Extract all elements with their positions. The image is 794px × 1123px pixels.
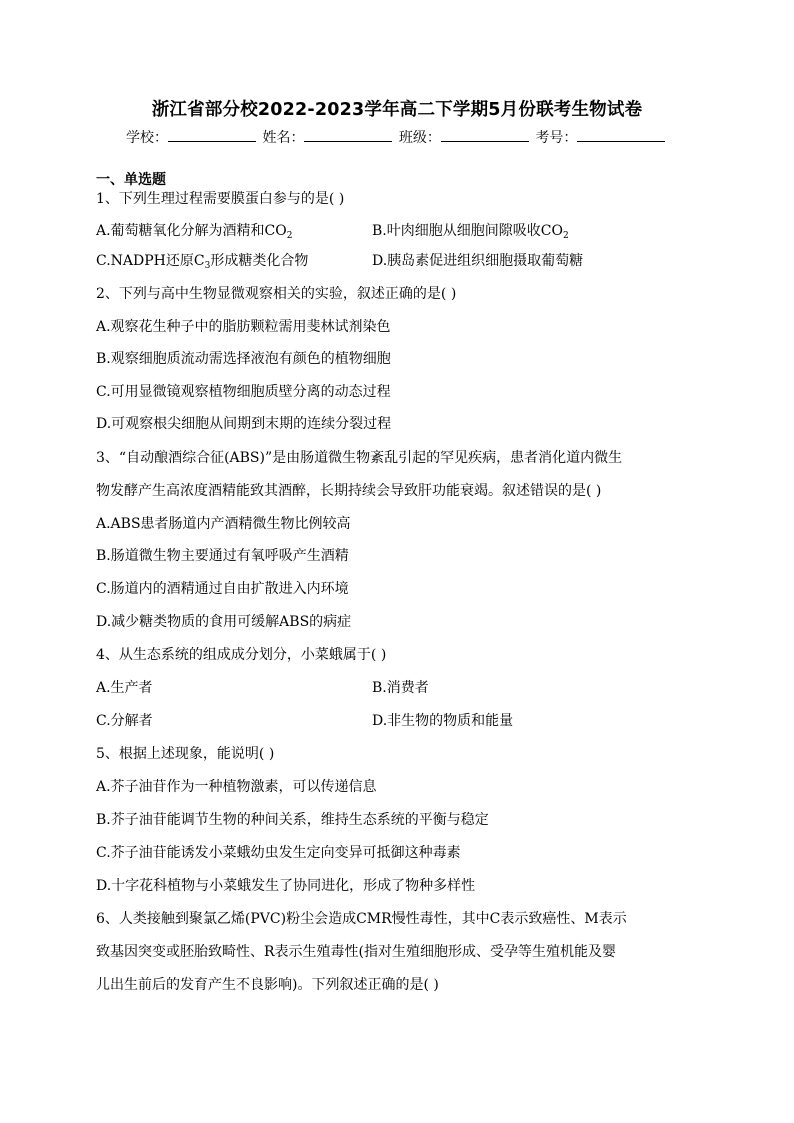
- question-5-option-b: B.芥子油苷能调节生物的种间关系，维持生态系统的平衡与稳定: [96, 812, 489, 828]
- question-1-option-b: B.叶肉细胞从细胞间隙吸收$CO_2$: [372, 223, 569, 241]
- student-info-line: [126, 127, 667, 147]
- school-label: 学校：: [126, 130, 168, 146]
- question-3-option-a: A.ABS患者肠道内产酒精微生物比例较高: [96, 516, 351, 532]
- question-4-option-a: A.生产者: [96, 680, 153, 696]
- question-2-option-d: D.可观察根尖细胞从间期到末期的连续分裂过程: [96, 416, 392, 432]
- question-2-option-b: B.观察细胞质流动需选择液泡有颜色的植物细胞: [96, 351, 391, 367]
- question-2-option-a: A.观察花生种子中的脂肪颗粒需用斐林试剂染色: [96, 319, 391, 335]
- question-3-stem-line-1: 3、“自动酿酒综合征(ABS)”是由肠道微生物紊乱引起的罕见疾病，患者消化道内微生: [96, 450, 623, 466]
- question-3-option-b: B.肠道微生物主要通过有氧呼吸产生酒精: [96, 548, 349, 564]
- question-1-option-a: A.葡萄糖氧化分解为酒精和$CO_2$: [96, 223, 293, 241]
- class-label: 班级：: [398, 130, 441, 146]
- name-label: 姓名：: [262, 130, 305, 146]
- question-3-option-d: D.减少糖类物质的食用可缓解ABS的病症: [96, 614, 352, 630]
- question-2-stem: 2、下列与高中生物显微观察相关的实验，叙述正确的是( ): [96, 286, 457, 302]
- name-blank[interactable]: [304, 127, 392, 142]
- question-4-stem: 4、从生态系统的组成成分划分，小菜蛾属于( ): [96, 647, 387, 663]
- question-1-option-c: C.NADPH还原$C_3$形成糖类化合物: [96, 253, 309, 271]
- question-5-option-a: A.芥子油苷作为一种植物激素，可以传递信息: [96, 779, 377, 795]
- question-4-option-d: D.非生物的物质和能量: [372, 713, 514, 729]
- school-blank[interactable]: [168, 127, 256, 142]
- question-5-option-c: C.芥子油苷能诱发小菜蛾幼虫发生定向变异可抵御这种毒素: [96, 845, 461, 861]
- question-6-stem-line-2: 致基因突变或胚胎致畸性、R表示生殖毒性(指对生殖细胞形成、受孕等生殖机能及婴: [96, 944, 617, 960]
- page-title: 浙江省部分校2022-2023学年高二下学期5月份联考生物试卷: [151, 100, 643, 120]
- question-3-stem-line-2: 物发酵产生高浓度酒精能致其酒醉，长期持续会导致肝功能衰竭。叙述错误的是( ): [96, 483, 602, 499]
- class-blank[interactable]: [441, 127, 529, 142]
- number-blank[interactable]: [577, 127, 665, 142]
- number-label: 考号：: [535, 130, 578, 146]
- question-6-stem-line-3: 儿出生前后的发育产生不良影响)。下列叙述正确的是( ): [96, 977, 439, 993]
- question-5-stem: 5、根据上述现象，能说明( ): [96, 746, 275, 762]
- question-6-stem-line-1: 6、人类接触到聚氯乙烯(PVC)粉尘会造成CMR慢性毒性，其中C表示致癌性、M表示: [96, 911, 627, 927]
- section-heading: 一、单选题: [96, 172, 166, 188]
- question-3-option-c: C.肠道内的酒精通过自由扩散进入内环境: [96, 581, 349, 597]
- question-4-option-b: B.消费者: [372, 680, 429, 696]
- question-1-stem: 1、下列生理过程需要膜蛋白参与的是( ): [96, 191, 345, 207]
- question-1-option-d: D.胰岛素促进组织细胞摄取葡萄糖: [372, 253, 584, 269]
- question-5-option-d: D.十字花科植物与小菜蛾发生了协同进化，形成了物种多样性: [96, 878, 476, 894]
- question-2-option-c: C.可用显微镜观察植物细胞质壁分离的动态过程: [96, 384, 391, 400]
- question-4-option-c: C.分解者: [96, 713, 153, 729]
